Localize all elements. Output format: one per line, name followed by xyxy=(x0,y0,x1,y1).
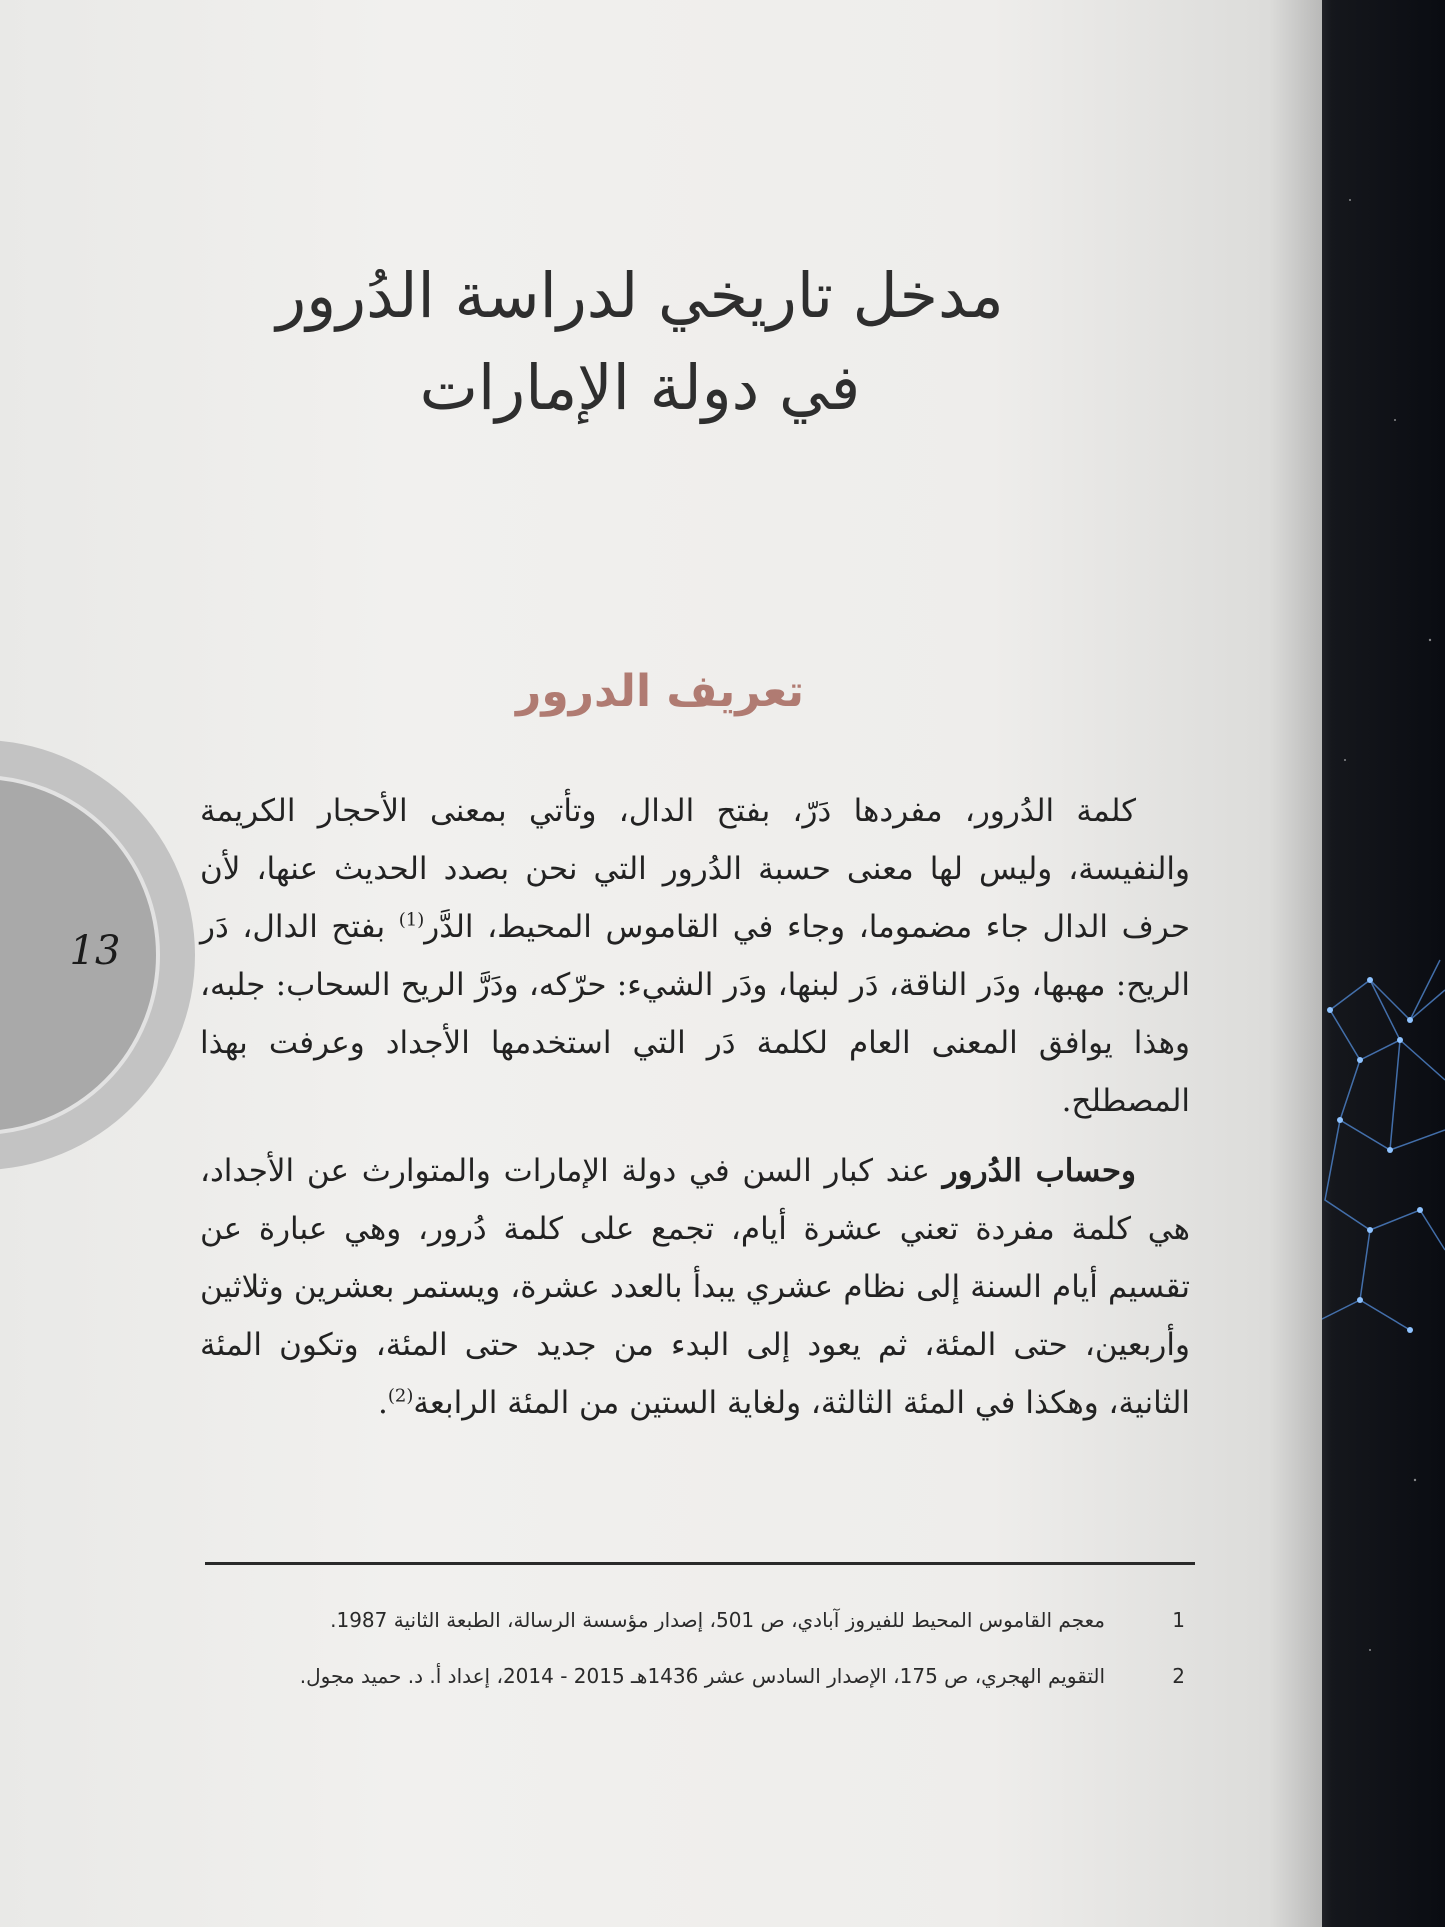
paragraph-definition xyxy=(200,782,1190,1130)
page-number: 13 xyxy=(69,928,121,974)
footnote-number: 1 xyxy=(1172,1608,1185,1632)
bold-term: وحساب الدُرور xyxy=(942,1153,1137,1189)
footnote-item xyxy=(205,1664,1195,1720)
chapter-title xyxy=(200,250,1080,434)
paragraph-2-text-a: عند كبار السن في دولة الإمارات والمتوارث عن الأجداد، هي كلمة مفردة تعني عشرة أيام، تجمع على كلمة دُرور، وهي عبارة عن تقسيم أيام السنة إلى نظام عشري يبدأ بالعدد عشرة، ويستمر بعشرين وثلاثين وأربعين، حتى المئة، ثم يعود إلى البدء من جديد حتى المئة، وتكون المئة الثانية، وهكذا في المئة الثالثة، ولغاية الستين من المئة الرابعة xyxy=(200,1153,1190,1421)
chapter-title-line-1: مدخل تاريخي لدراسة الدُرور xyxy=(276,259,1004,332)
paragraph-2-text-b: . xyxy=(378,1385,388,1421)
chapter-title-line-2: في دولة الإمارات xyxy=(419,351,861,424)
body-text xyxy=(200,782,1190,1444)
footnotes xyxy=(205,1608,1195,1720)
footnote-item xyxy=(205,1608,1195,1664)
section-heading: تعريف الدرور xyxy=(516,666,804,717)
footnote-text: التقويم الهجري، ص 175، الإصدار السادس عشر 1436هـ 2015 - 2014، إعداد أ. د. حميد مجول. xyxy=(299,1664,1105,1688)
paragraph-1-text-b: بفتح الدال، دَر الريح: مهبها، ودَر الناقة، دَر لبنها، ودَر الشيء: حرّكه، ودَرَّ الريح السحاب: جلبه، وهذا يوافق المعنى العام لكلمة دَر التي استخدمها الأجداد وعرفت بهذا المصطلح. xyxy=(200,909,1190,1119)
footnote-divider xyxy=(205,1562,1195,1565)
footnote-ref-1: (1) xyxy=(398,909,425,931)
footnote-ref-2: (2) xyxy=(387,1385,414,1407)
paragraph-1-text-a: كلمة الدُرور، مفردها دَرّ، بفتح الدال، وتأتي بمعنى الأحجار الكريمة والنفيسة، وليس لها معنى حسبة الدُرور التي نحن بصدد الحديث عنها، لأن حرف الدال جاء مضموما، وجاء في القاموس المحيط، الدَّر xyxy=(200,793,1191,945)
paragraph-durur-calculation xyxy=(200,1142,1190,1432)
footnote-number: 2 xyxy=(1172,1664,1185,1688)
footnote-text: معجم القاموس المحيط للفيروز آبادي، ص 501، إصدار مؤسسة الرسالة، الطبعة الثانية 1987. xyxy=(330,1608,1105,1632)
